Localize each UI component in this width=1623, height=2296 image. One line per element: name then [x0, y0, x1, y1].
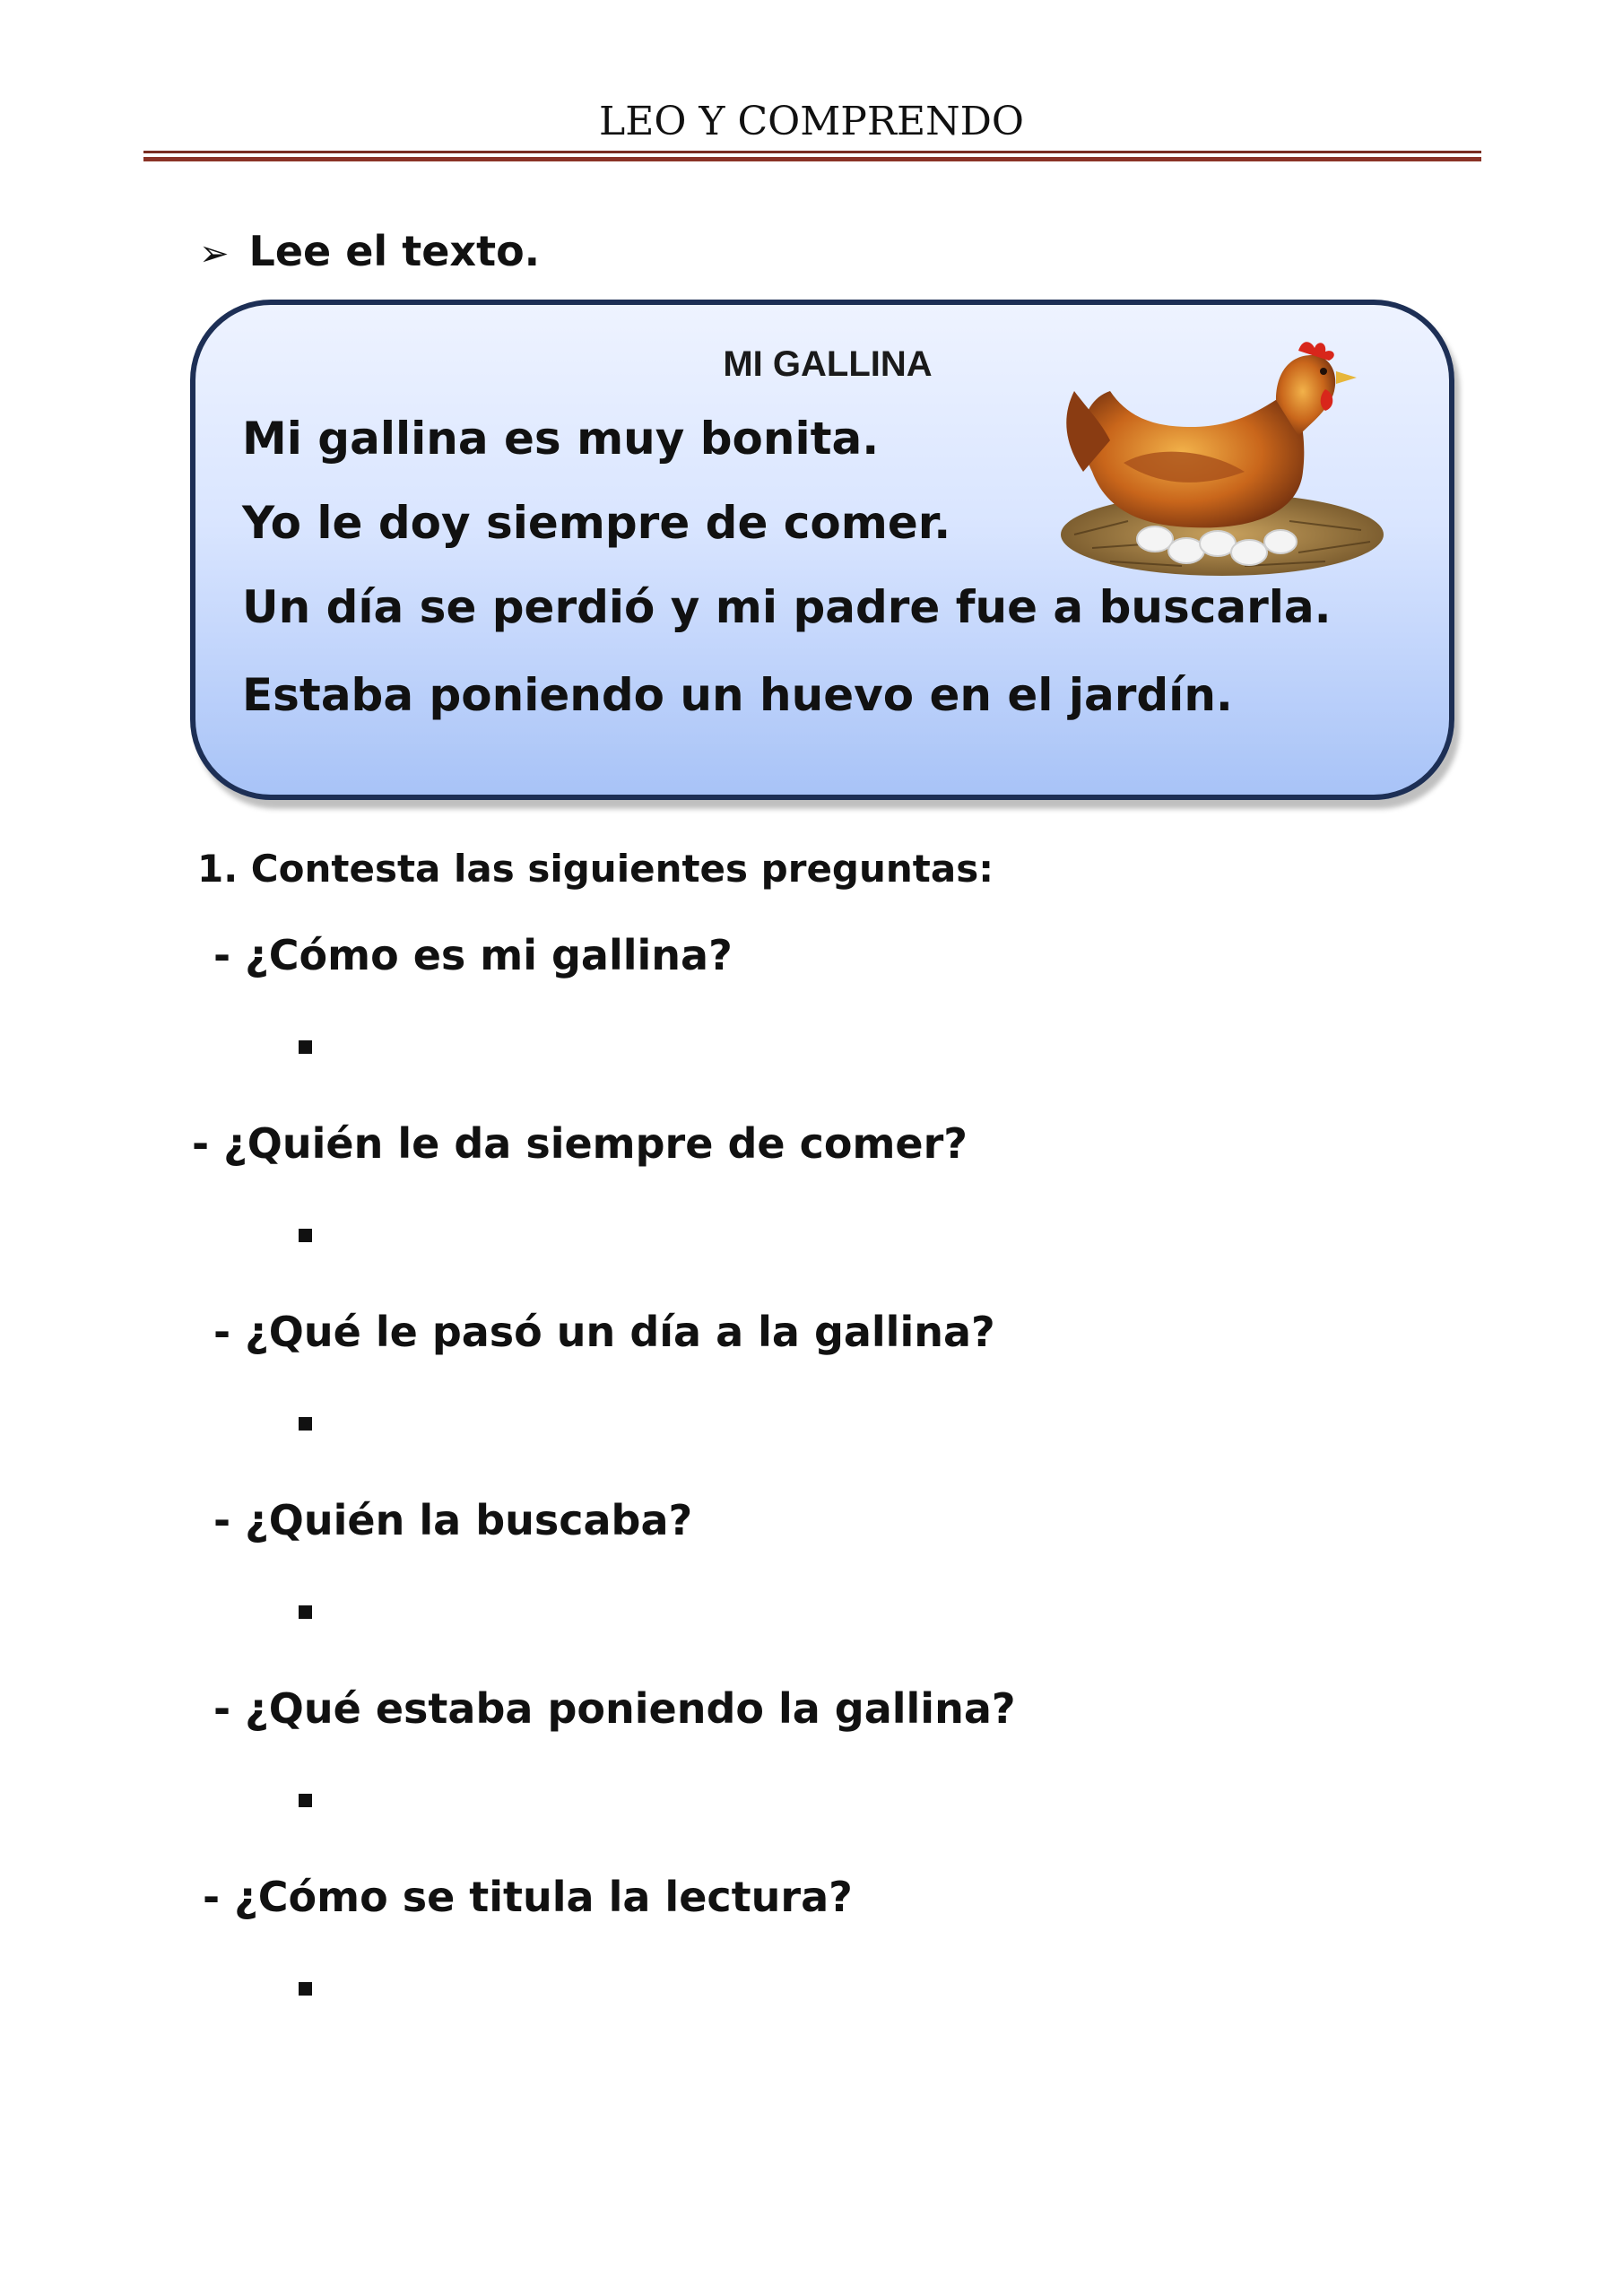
hen-on-nest-icon [1056, 337, 1388, 579]
question: - ¿Quién la buscaba? [213, 1496, 693, 1544]
exercise-title: 1. Contesta las siguientes preguntas: [197, 847, 994, 891]
reading-line: Mi gallina es muy bonita. [242, 413, 880, 465]
answer-bullet [299, 1417, 312, 1431]
reading-box [190, 300, 1454, 800]
answer-bullet [299, 1229, 312, 1242]
question: - ¿Cómo se titula la lectura? [203, 1873, 853, 1921]
question: - ¿Quién le da siempre de comer? [192, 1119, 968, 1168]
question: - ¿Cómo es mi gallina? [213, 931, 733, 979]
question: - ¿Qué le pasó un día a la gallina? [213, 1308, 995, 1356]
page-header-title: LEO Y COMPRENDO [599, 99, 1024, 144]
answer-bullet [299, 1794, 312, 1807]
instruction [199, 227, 540, 275]
arrow-bullet-icon: ➢ [199, 233, 230, 274]
reading-line: Un día se perdió y mi padre fue a buscarla. [242, 581, 1332, 633]
reading-line: Estaba poniendo un huevo en el jardín. [242, 669, 1233, 721]
instruction-text: Lee el texto. [248, 227, 541, 275]
answer-bullet [299, 1982, 312, 1996]
header-rule [143, 151, 1481, 161]
question: - ¿Qué estaba poniendo la gallina? [213, 1684, 1016, 1733]
reading-line: Yo le doy siempre de comer. [242, 497, 951, 549]
answer-bullet [299, 1040, 312, 1054]
reading-title: MI GALLINA [723, 344, 933, 384]
answer-bullet [299, 1605, 312, 1619]
